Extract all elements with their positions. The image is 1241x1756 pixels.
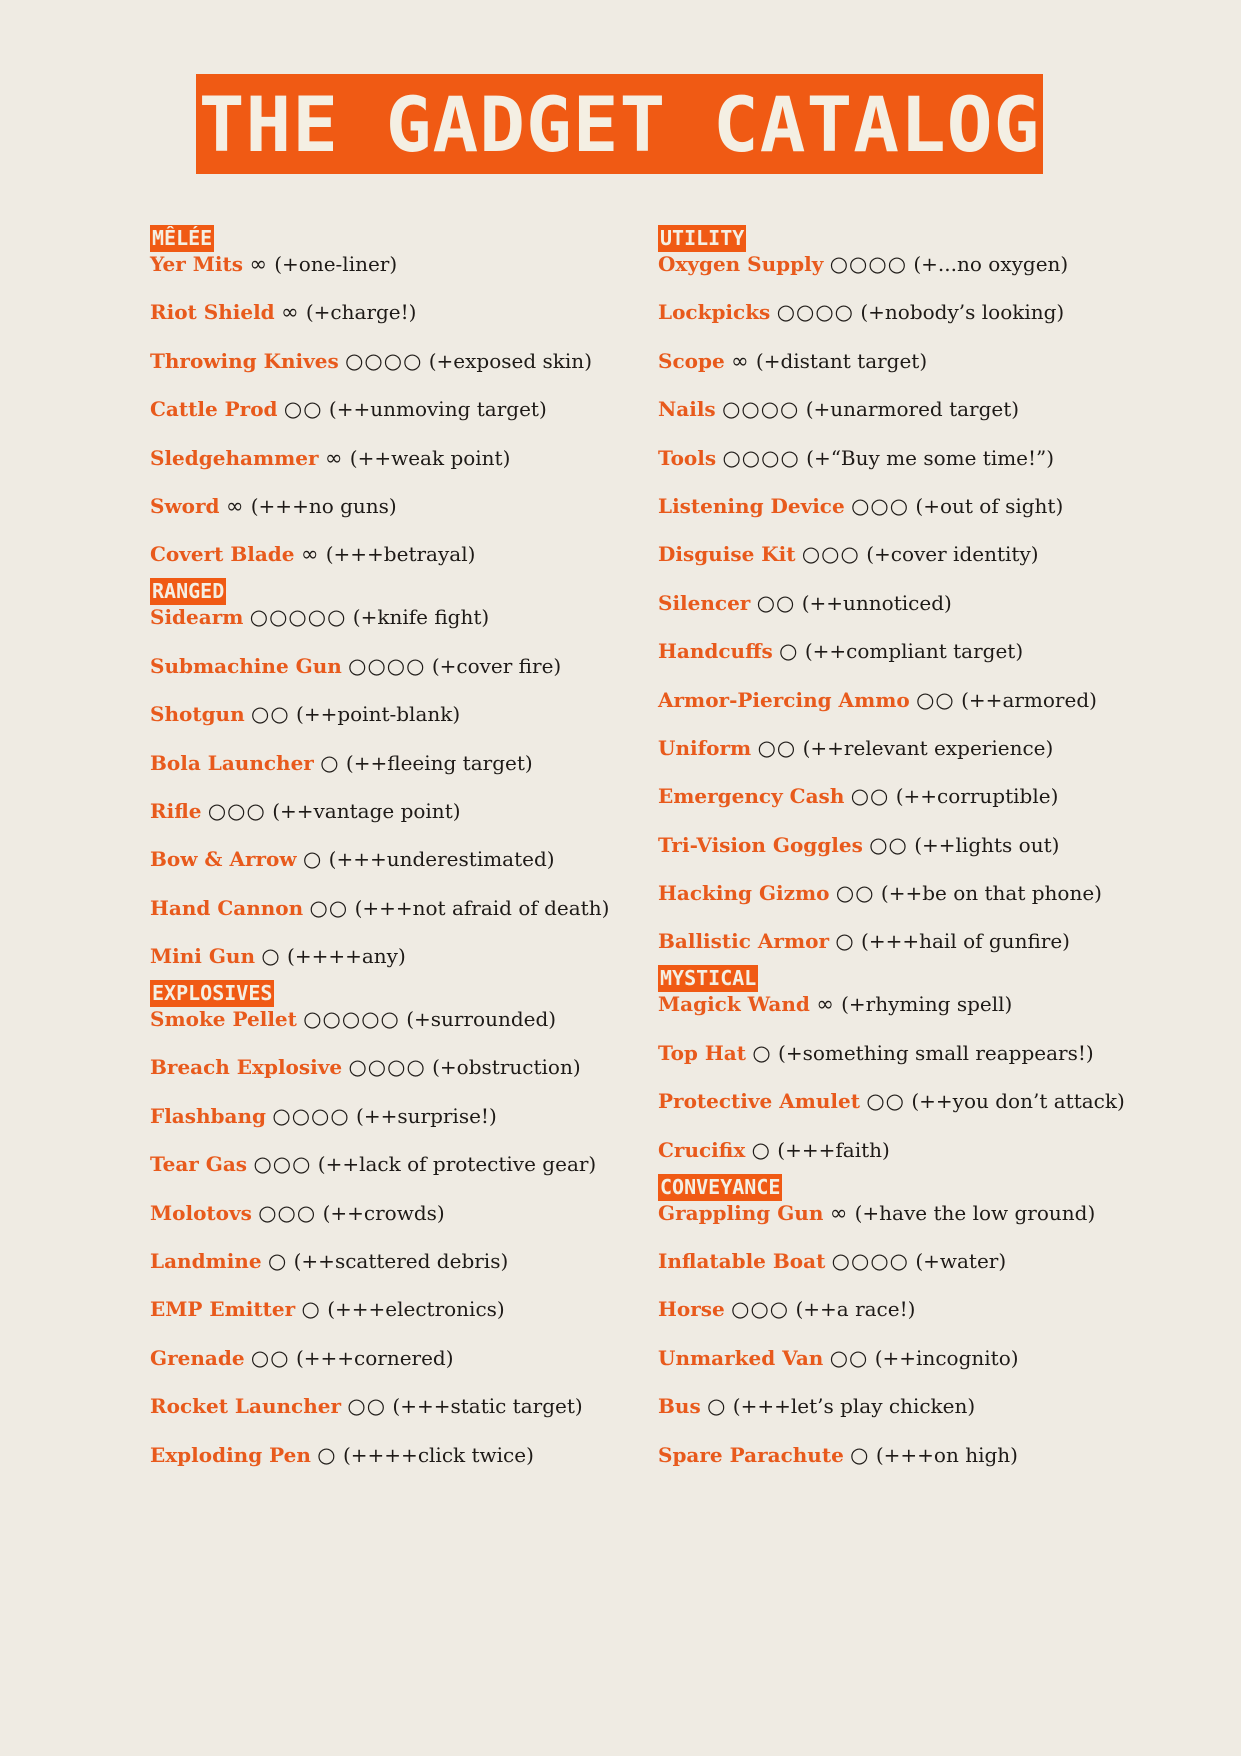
item-bonus: (++armored) (961, 687, 1097, 712)
item-bonus: (+++underestimated) (328, 847, 555, 872)
item-name: Bow & Arrow (150, 847, 297, 872)
item-name: Magick Wand (658, 992, 810, 1017)
item-bonus: (++scattered debris) (293, 1249, 509, 1274)
usage-dots-icon: ○○○○○ (249, 605, 347, 630)
catalog-item (150, 896, 640, 944)
item-list (150, 605, 640, 980)
usage-dots-icon: ○○○○ (722, 397, 800, 422)
catalog-item (150, 1346, 640, 1394)
usage-dots-icon: ∞ (300, 542, 320, 567)
item-bonus: (++unnoticed) (801, 590, 952, 615)
item-name: Protective Amulet (658, 1089, 860, 1114)
usage-dots-icon: ○○ (251, 702, 290, 727)
item-bonus: (++incognito) (874, 1345, 1019, 1370)
usage-dots-icon: ○ (320, 750, 340, 775)
usage-dots-icon: ○○○ (801, 542, 860, 567)
item-name: Flashbang (150, 1103, 267, 1128)
usage-dots-icon: ○○○○ (272, 1103, 350, 1128)
catalog-item (658, 833, 1218, 881)
category-section (150, 578, 640, 980)
item-name: Crucifix (658, 1137, 746, 1162)
category-heading: CONVEYANCE (660, 1174, 781, 1199)
catalog-item (150, 252, 640, 300)
item-bonus: (+++betrayal) (325, 542, 476, 567)
catalog-item (658, 252, 1218, 300)
usage-dots-icon: ∞ (324, 445, 344, 470)
catalog-item (150, 1394, 640, 1442)
usage-dots-icon: ○○○ (258, 1200, 317, 1225)
item-name: Spare Parachute (658, 1442, 844, 1467)
item-bonus: (++point-blank) (296, 702, 461, 727)
usage-dots-icon: ○○○ (253, 1152, 312, 1177)
category-heading: RANGED (152, 579, 225, 604)
usage-dots-icon: ○○○○ (776, 300, 854, 325)
usage-dots-icon: ○ (850, 1442, 870, 1467)
usage-dots-icon: ○ (752, 1040, 772, 1065)
item-bonus: (+++static target) (392, 1394, 583, 1419)
catalog-item (150, 1055, 640, 1103)
usage-dots-icon: ○ (261, 944, 281, 969)
item-name: Armor-Piercing Ammo (658, 687, 910, 712)
item-name: Nails (658, 397, 716, 422)
item-name: Scope (658, 348, 725, 373)
item-name: Cattle Prod (150, 397, 278, 422)
item-name: Mini Gun (150, 944, 255, 969)
catalog-item (658, 1089, 1218, 1137)
item-name: Lockpicks (658, 300, 771, 325)
catalog-item (150, 494, 640, 542)
item-name: Uniform (658, 735, 752, 760)
item-bonus: (+obstruction) (432, 1055, 581, 1080)
item-bonus: (++crowds) (322, 1200, 445, 1225)
item-bonus: (++vantage point) (272, 798, 461, 823)
catalog-item (658, 446, 1218, 494)
catalog-item (658, 929, 1218, 965)
item-bonus: (++lights out) (914, 832, 1060, 857)
catalog-item (658, 1041, 1218, 1089)
usage-dots-icon: ○ (301, 1297, 321, 1322)
item-bonus: (+distant target) (755, 348, 928, 373)
item-name: Rifle (150, 798, 202, 823)
catalog-item (658, 591, 1218, 639)
item-name: Listening Device (658, 493, 845, 518)
catalog-item (150, 847, 640, 895)
item-name: Covert Blade (150, 542, 295, 567)
usage-dots-icon: ○○○○ (348, 1055, 426, 1080)
item-bonus: (+surrounded) (406, 1007, 557, 1032)
usage-dots-icon: ○○○ (731, 1297, 790, 1322)
category-heading: MYSTICAL (660, 966, 757, 991)
item-bonus: (+out of sight) (915, 493, 1064, 518)
item-bonus: (++corruptible) (895, 784, 1059, 809)
catalog-item (658, 1201, 1218, 1249)
category-section (658, 1174, 1218, 1479)
catalog-item (150, 1249, 640, 1297)
item-name: Sledgehammer (150, 445, 319, 470)
catalog-item (150, 1297, 640, 1345)
item-bonus: (+one-liner) (274, 252, 398, 276)
usage-dots-icon: ○○ (866, 1089, 905, 1114)
item-bonus: (+++let’s play chicken) (732, 1394, 976, 1419)
item-name: Oxygen Supply (658, 252, 824, 276)
item-name: Sidearm (150, 605, 244, 630)
catalog-item (658, 1249, 1218, 1297)
item-list (658, 252, 1218, 965)
item-bonus: (+++electronics) (327, 1297, 505, 1322)
category-heading: MÊLÉE (152, 226, 213, 250)
item-bonus: (++be on that phone) (880, 881, 1102, 906)
usage-dots-icon: ○○○ (851, 493, 910, 518)
item-name: Unmarked Van (658, 1345, 824, 1370)
item-name: Tear Gas (150, 1152, 248, 1177)
usage-dots-icon: ○○ (850, 784, 890, 809)
catalog-title: THE GADGET CATALOG (196, 74, 1043, 174)
catalog-item (658, 736, 1218, 784)
catalog-item (150, 1201, 640, 1249)
item-name: Handcuffs (658, 639, 773, 664)
usage-dots-icon: ○○ (347, 1394, 387, 1419)
catalog-item (658, 1297, 1218, 1345)
catalog-item (150, 542, 640, 578)
catalog-item (658, 1346, 1218, 1394)
item-name: Disguise Kit (658, 542, 796, 567)
catalog-item (658, 494, 1218, 542)
usage-dots-icon: ∞ (281, 300, 300, 325)
item-name: Smoke Pellet (150, 1007, 297, 1032)
item-bonus: (++compliant target) (804, 639, 1024, 664)
item-name: Hand Cannon (150, 895, 304, 920)
usage-dots-icon: ○○ (829, 1345, 869, 1370)
catalog-item (150, 605, 640, 653)
item-name: Tools (658, 445, 717, 470)
catalog-item (150, 300, 640, 348)
item-name: Ballistic Armor (658, 929, 829, 954)
catalog-item (658, 1394, 1218, 1442)
item-name: Tri-Vision Goggles (658, 832, 863, 857)
usage-dots-icon: ○○○ (207, 798, 266, 823)
catalog-item (658, 349, 1218, 397)
usage-dots-icon: ○○ (916, 687, 955, 712)
item-list (150, 1007, 640, 1479)
item-name: Top Hat (658, 1040, 746, 1065)
item-bonus: (+nobody’s looking) (860, 300, 1065, 325)
item-name: Throwing Knives (150, 348, 339, 373)
item-bonus: (+unarmored target) (805, 397, 1020, 422)
usage-dots-icon: ∞ (816, 992, 835, 1017)
category-heading: UTILITY (660, 226, 745, 250)
item-bonus: (+cover identity) (866, 542, 1039, 567)
catalog-item (150, 397, 640, 445)
item-name: Inflatable Boat (658, 1249, 826, 1274)
category-section (150, 225, 640, 578)
catalog-item (150, 654, 640, 702)
usage-dots-icon: ○○ (283, 397, 323, 422)
catalog-item (658, 688, 1218, 736)
left-column (150, 225, 640, 1479)
catalog-item (150, 751, 640, 799)
item-bonus: (++a race!) (795, 1297, 916, 1322)
item-bonus: (+“Buy me some time!”) (806, 445, 1055, 470)
catalog-item (150, 1443, 640, 1479)
item-name: Sword (150, 493, 220, 518)
item-bonus: (++fleeing target) (345, 750, 533, 775)
item-bonus: (+have the low ground) (854, 1200, 1096, 1225)
usage-dots-icon: ○ (751, 1137, 771, 1162)
item-list (658, 1201, 1218, 1479)
catalog-item (150, 944, 640, 980)
usage-dots-icon: ∞ (829, 1200, 849, 1225)
usage-dots-icon: ∞ (731, 348, 750, 373)
item-name: Emergency Cash (658, 784, 845, 809)
category-section (658, 965, 1218, 1173)
category-section (658, 225, 1218, 965)
item-bonus: (+++no guns) (250, 493, 397, 518)
usage-dots-icon: ○○ (756, 590, 796, 615)
catalog-item (658, 1443, 1218, 1479)
item-bonus: (+++on high) (875, 1442, 1018, 1467)
usage-dots-icon: ○ (317, 1442, 337, 1467)
usage-dots-icon: ○○○○○ (303, 1007, 400, 1032)
item-bonus: (+++faith) (777, 1137, 890, 1162)
item-name: Exploding Pen (150, 1442, 311, 1467)
item-name: Hacking Gizmo (658, 881, 830, 906)
item-name: Rocket Launcher (150, 1394, 342, 1419)
item-name: Molotovs (150, 1200, 252, 1225)
item-name: Horse (658, 1297, 725, 1322)
usage-dots-icon: ○ (267, 1249, 288, 1274)
usage-dots-icon: ○ (779, 639, 799, 664)
item-name: Riot Shield (150, 300, 275, 325)
item-bonus: (++relevant experience) (802, 735, 1054, 760)
item-name: Bus (658, 1394, 701, 1419)
item-name: Silencer (658, 590, 751, 615)
category-heading: EXPLOSIVES (152, 981, 273, 1006)
item-bonus: (+charge!) (305, 300, 417, 325)
category-section (150, 980, 640, 1479)
item-name: Yer Mits (150, 252, 243, 276)
item-bonus: (++surprise!) (356, 1103, 497, 1128)
catalog-item (658, 300, 1218, 348)
right-column (658, 225, 1218, 1479)
item-bonus: (+exposed skin) (428, 348, 592, 373)
usage-dots-icon: ○○ (835, 881, 875, 906)
usage-dots-icon: ○○○○ (722, 445, 800, 470)
item-bonus: (+++cornered) (295, 1345, 454, 1370)
item-bonus: (+++not afraid of death) (354, 895, 610, 920)
catalog-item (150, 446, 640, 494)
item-bonus: (++unmoving target) (328, 397, 547, 422)
usage-dots-icon: ○ (835, 929, 855, 954)
item-name: Grenade (150, 1345, 245, 1370)
item-bonus: (+something small reappears!) (778, 1040, 1094, 1065)
item-list (658, 992, 1218, 1173)
item-name: EMP Emitter (150, 1297, 296, 1322)
catalog-item (658, 992, 1218, 1040)
item-bonus: (++weak point) (349, 445, 511, 470)
usage-dots-icon: ○○○○ (345, 348, 423, 373)
catalog-item (658, 639, 1218, 687)
usage-dots-icon: ○ (707, 1394, 727, 1419)
catalog-item (150, 1104, 640, 1152)
item-bonus: (+++hail of gunfire) (861, 929, 1070, 954)
usage-dots-icon: ○○○○ (348, 653, 426, 678)
catalog-item (658, 784, 1218, 832)
item-bonus: (+knife fight) (352, 605, 490, 630)
item-list (150, 252, 640, 578)
item-bonus: (++lack of protective gear) (317, 1152, 597, 1177)
item-name: Landmine (150, 1249, 262, 1274)
item-bonus: (++++any) (287, 944, 406, 969)
catalog-item (150, 1007, 640, 1055)
item-bonus: (++++click twice) (342, 1442, 534, 1467)
item-name: Breach Explosive (150, 1055, 343, 1080)
usage-dots-icon: ○○○○ (831, 1249, 909, 1274)
usage-dots-icon: ○○ (250, 1345, 290, 1370)
catalog-item (150, 702, 640, 750)
usage-dots-icon: ○○ (309, 895, 349, 920)
item-bonus: (+water) (915, 1249, 1007, 1274)
catalog-item (658, 881, 1218, 929)
usage-dots-icon: ○○ (757, 735, 797, 760)
catalog-item (658, 1138, 1218, 1174)
item-bonus: (++you don’t attack) (911, 1089, 1125, 1114)
usage-dots-icon: ○○ (869, 832, 908, 857)
catalog-item (150, 349, 640, 397)
usage-dots-icon: ∞ (225, 493, 245, 518)
catalog-item (150, 799, 640, 847)
item-name: Shotgun (150, 702, 245, 727)
usage-dots-icon: ○ (302, 847, 323, 872)
item-bonus: (+...no oxygen) (913, 252, 1069, 276)
catalog-item (150, 1152, 640, 1200)
item-bonus: (+cover fire) (431, 653, 562, 678)
catalog-item (658, 542, 1218, 590)
usage-dots-icon: ∞ (249, 252, 268, 276)
usage-dots-icon: ○○○○ (829, 252, 908, 276)
item-name: Submachine Gun (150, 653, 342, 678)
item-name: Grappling Gun (658, 1200, 824, 1225)
item-bonus: (+rhyming spell) (841, 992, 1013, 1017)
catalog-item (658, 397, 1218, 445)
item-name: Bola Launcher (150, 750, 314, 775)
